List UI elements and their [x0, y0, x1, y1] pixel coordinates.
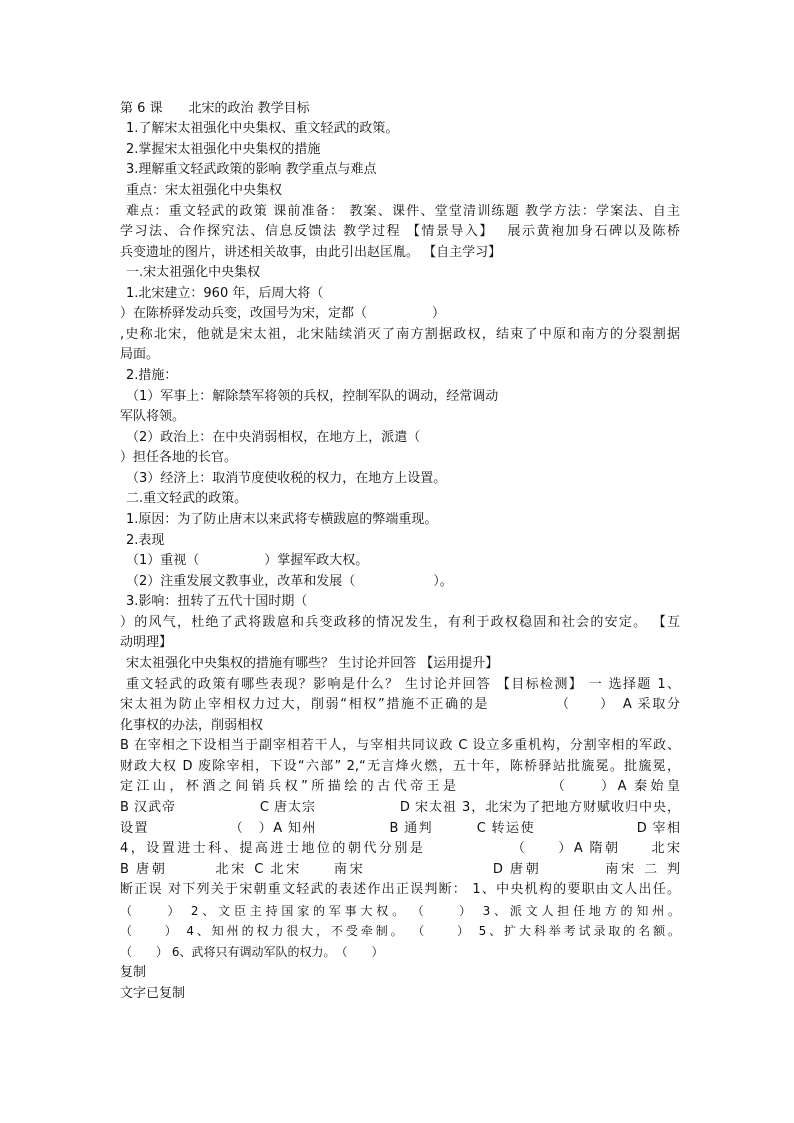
- objective-3: 3.理解重文轻武政策的影响 教学重点与难点: [126, 162, 377, 177]
- question-line: （ ） 6、武将只有调动军队的权力。 （ ）: [120, 945, 384, 959]
- question-line: 4，设置进士科、提高进士地位的朝代分别是 （ ）A 隋朝 北宋: [120, 841, 680, 856]
- paragraph-line: 2.措施：: [126, 368, 178, 383]
- question-line: B 唐朝 北宋 C 北宋 南宋 D 唐朝 南宋 二 判: [120, 862, 680, 877]
- question-line: 定江山，杯酒之间销兵权”所描绘的古代帝王是 （ ）A 秦始皇: [120, 779, 680, 794]
- objective-1: 1.了解宋太祖强化中央集权、重文轻武的政策。: [126, 121, 399, 136]
- lesson-title: 第 6 课 北宋的政治 教学目标: [120, 101, 310, 116]
- section-heading-2: 二.重文轻武的政策。: [126, 491, 248, 506]
- paragraph-line: ,史称北宋，他就是宋太祖，北宋陆续消灭了南方割据政权，结束了中原和南方的分裂割据: [120, 327, 680, 342]
- question-line: （ ） 4、知州的权力很大，不受牵制。 （ ） 5、扩大科举考试录取的名额。: [120, 924, 680, 938]
- question-line: B 在宰相之下设相当于副宰相若干人，与宰相共同议政 C 设立多重机构，分割宰相的军政、: [120, 738, 680, 753]
- difficulty-line: 难点：重文轻武的政策 课前准备： 教案、课件、堂堂清训练题 教学方法：学案法、自主: [126, 204, 680, 219]
- paragraph-line: （1）重视（ ）掌握军政大权。: [126, 553, 369, 568]
- objective-2: 2.掌握宋太祖强化中央集权的措施: [126, 142, 321, 157]
- paragraph-line: 3.影响：扭转了五代十国时期（: [126, 594, 308, 609]
- question-line: 宋太祖为防止宰相权力过大，削弱“相权”措施不正确的是 （ ） A 采取分: [120, 697, 680, 712]
- key-point: 重点：宋太祖强化中央集权: [126, 183, 283, 198]
- paragraph-line: （3）经济上：取消节度使收税的权力，在地方上设置。: [126, 471, 447, 486]
- paragraph-line: 局面。: [120, 347, 160, 362]
- paragraph-line: ）担任各地的长官。: [120, 450, 238, 465]
- paragraph-line: 学习法、合作探究法、信息反馈法 教学过程 【情景导入】 展示黄袍加身石碑以及陈桥: [120, 224, 680, 239]
- paragraph-line: （2）注重发展文教事业，改革和发展（ ）。: [126, 574, 453, 589]
- paragraph-line: （1）军事上：解除禁军将领的兵权，控制军队的调动，经常调动: [126, 389, 499, 404]
- question-line: （ ） 2、文臣主持国家的军事大权。 （ ） 3、派文人担任地方的知州。: [120, 904, 680, 918]
- section-heading-1: 一.宋太祖强化中央集权: [126, 265, 261, 280]
- paragraph-line: 2.表现: [126, 533, 165, 548]
- question-line: 财政大权 D 废除宰相，下设“六部” 2,“无言烽火燃，五十年，陈桥驿站批旒冕。批旒冕，: [120, 759, 680, 774]
- paragraph-line: 军队将领。: [120, 409, 186, 424]
- paragraph-line: 1.北宋建立：960 年，后周大将（: [126, 286, 324, 301]
- copied-status-text: 文字已复制: [120, 986, 186, 1001]
- question-line: 设置 （ ）A 知州 B 通判 C 转运使 D 宰相: [120, 821, 680, 836]
- paragraph-line: 动明理】: [120, 635, 173, 650]
- copy-link[interactable]: 复制: [120, 965, 147, 980]
- question-line: 断正误 对下列关于宋朝重文轻武的表述作出正误判断： 1、中央机构的要职由文人出任。: [120, 882, 680, 897]
- paragraph-line: 1.原因：为了防止唐末以来武将专横跋扈的弊端重现。: [126, 512, 438, 527]
- paragraph-line: 重文轻武的政策有哪些表现？影响是什么？ 生讨论并回答 【目标检测】 一 选择题 1、: [126, 677, 680, 692]
- question-line: 化事权的办法，削弱相权: [120, 718, 264, 733]
- paragraph-line: 兵变遗址的图片，讲述相关故事，由此引出赵匡胤。 【自主学习】: [120, 245, 502, 260]
- paragraph-line: ）在陈桥驿发动兵变，改国号为宋，定都（ ）: [120, 306, 446, 321]
- question-line: B 汉武帝 C 唐太宗 D 宋太祖 3，北宋为了把地方财赋收归中央，: [120, 800, 680, 815]
- paragraph-line: （2）政治上：在中央消弱相权，在地方上，派遣（: [126, 430, 421, 445]
- paragraph-line: ）的风气，杜绝了武将跋扈和兵变政移的情况发生，有利于政权稳固和社会的安定。 【互: [120, 615, 680, 630]
- paragraph-line: 宋太祖强化中央集权的措施有哪些？ 生讨论并回答 【运用提升】: [126, 656, 499, 671]
